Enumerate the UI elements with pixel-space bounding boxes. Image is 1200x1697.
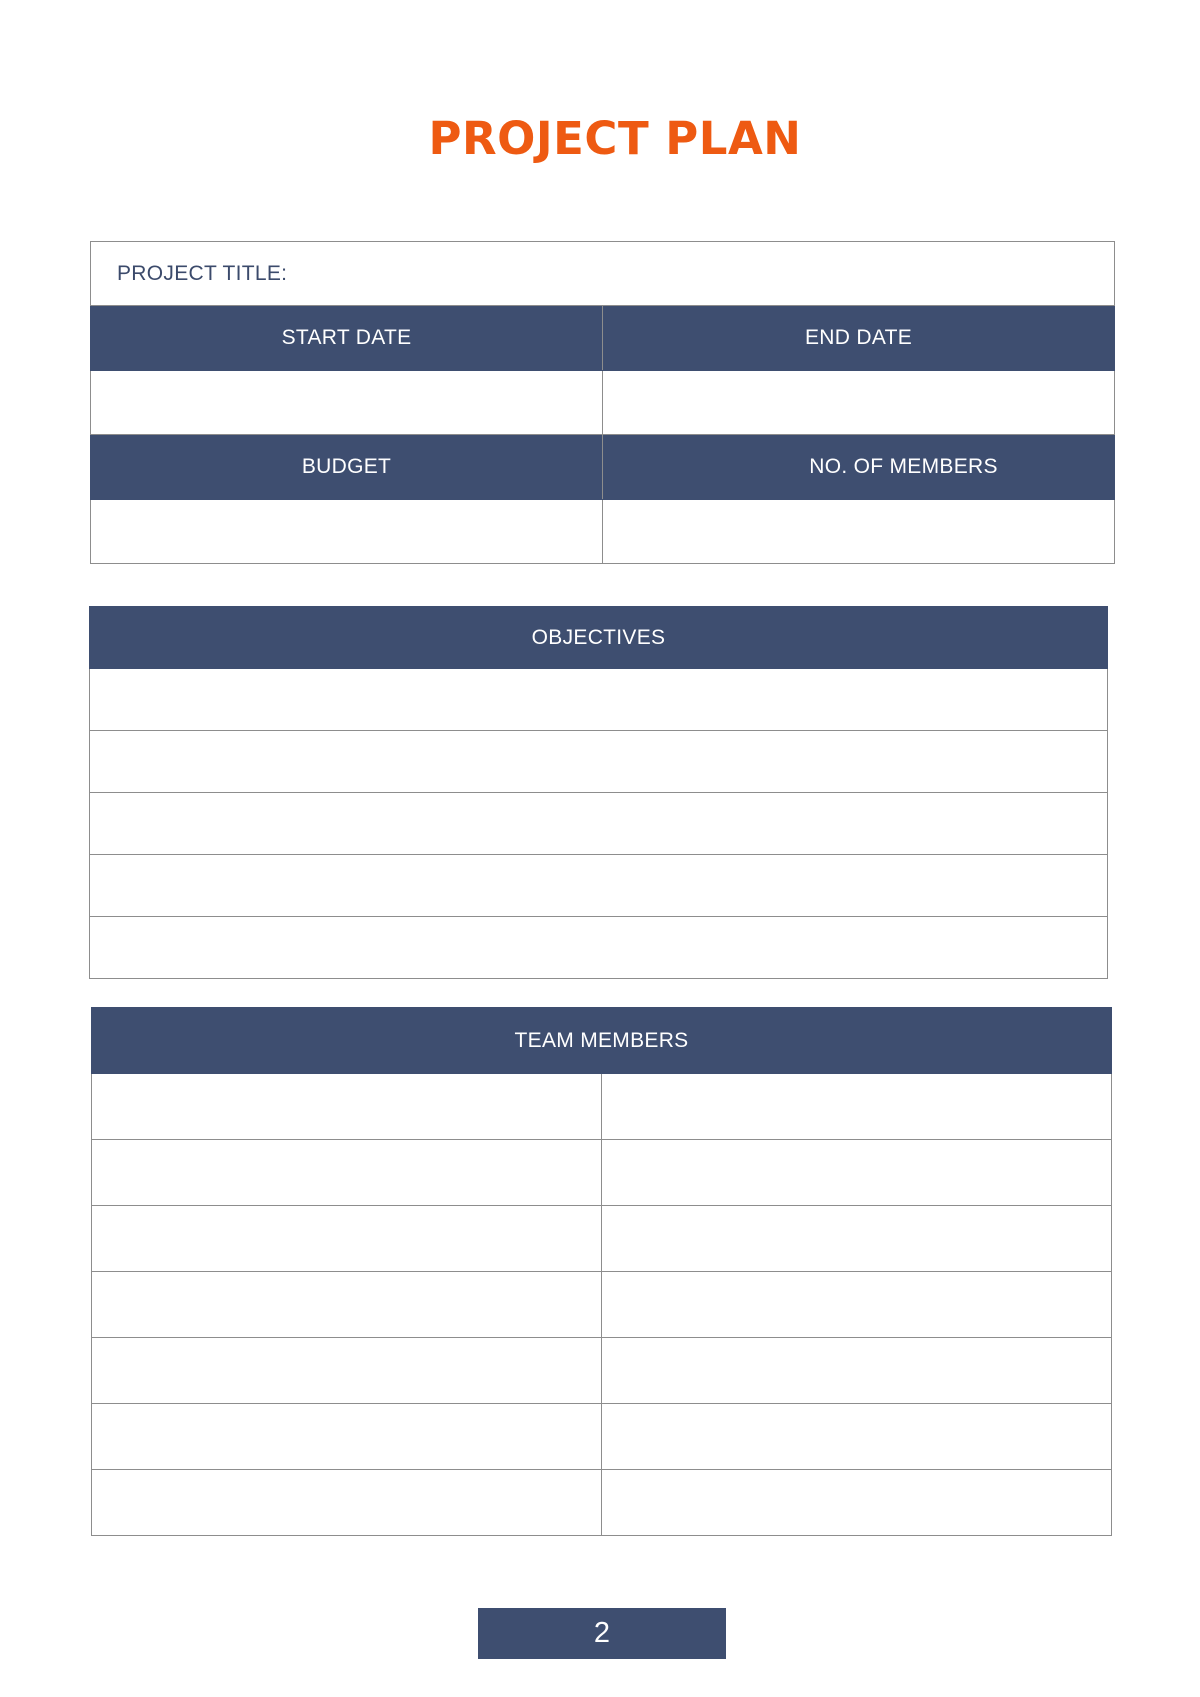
project-info-table [90, 241, 1115, 564]
objective-row[interactable] [90, 917, 1108, 979]
team-member-cell[interactable] [92, 1404, 602, 1470]
objective-row[interactable] [90, 731, 1108, 793]
team-member-cell[interactable] [602, 1206, 1112, 1272]
start-date-field[interactable] [91, 371, 603, 435]
team-member-cell[interactable] [602, 1404, 1112, 1470]
team-member-cell[interactable] [602, 1338, 1112, 1404]
project-title-field[interactable] [91, 242, 1115, 306]
members-count-field[interactable] [603, 500, 1115, 564]
team-member-cell[interactable] [602, 1074, 1112, 1140]
team-member-cell[interactable] [92, 1272, 602, 1338]
team-member-cell[interactable] [602, 1470, 1112, 1536]
team-member-cell[interactable] [92, 1206, 602, 1272]
end-date-field[interactable] [603, 371, 1115, 435]
objectives-header: OBJECTIVES [90, 607, 1108, 669]
budget-header: BUDGET [91, 435, 603, 500]
team-member-cell[interactable] [92, 1074, 602, 1140]
team-member-cell[interactable] [92, 1470, 602, 1536]
team-members-header: TEAM MEMBERS [92, 1008, 1112, 1074]
team-member-cell[interactable] [92, 1338, 602, 1404]
end-date-header: END DATE [603, 306, 1115, 371]
objective-row[interactable] [90, 855, 1108, 917]
start-date-header: START DATE [91, 306, 603, 371]
objectives-table [89, 606, 1108, 979]
project-title-label: PROJECT TITLE: [117, 261, 288, 285]
page-number: 2 [478, 1608, 726, 1659]
team-members-table [91, 1007, 1112, 1536]
objective-row[interactable] [90, 669, 1108, 731]
members-count-header: NO. OF MEMBERS [603, 435, 1115, 500]
team-member-cell[interactable] [602, 1272, 1112, 1338]
team-member-cell[interactable] [602, 1140, 1112, 1206]
objective-row[interactable] [90, 793, 1108, 855]
team-member-cell[interactable] [92, 1140, 602, 1206]
page-title: PROJECT PLAN [428, 112, 802, 165]
budget-field[interactable] [91, 500, 603, 564]
